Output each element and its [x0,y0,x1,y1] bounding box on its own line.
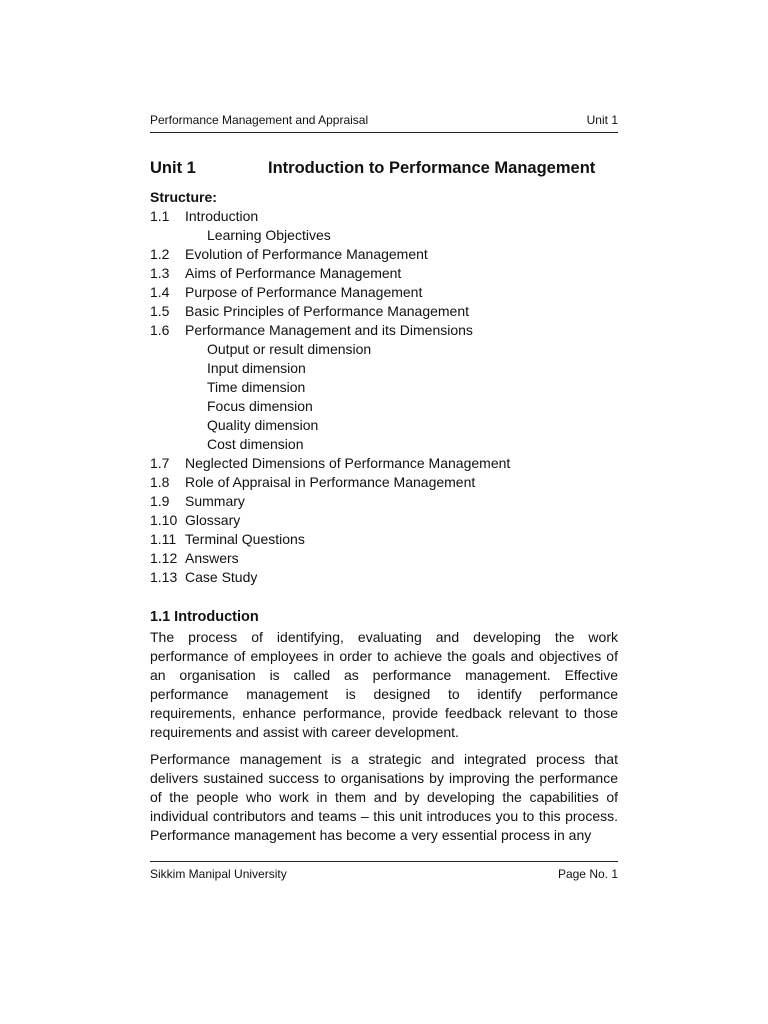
section-heading: 1.1 Introduction [150,609,259,625]
toc-item [150,492,618,511]
running-footer [150,861,618,881]
toc-item [150,207,618,226]
toc-item [150,511,618,530]
toc-item [150,321,618,340]
toc-item [150,568,618,587]
toc-number: 1.13 [150,569,178,585]
toc-text: Terminal Questions [185,531,305,547]
toc-text: Time dimension [207,379,306,395]
toc-subitem [150,340,618,359]
toc-item [150,530,618,549]
toc-subitem [150,359,618,378]
toc-text: Input dimension [207,360,306,376]
toc-item [150,264,618,283]
toc-text: Output or result dimension [207,341,372,357]
toc-subitem [150,378,618,397]
toc-text: Aims of Performance Management [185,265,402,281]
structure-heading: Structure: [150,189,217,205]
toc-text: Performance Management and its Dimensions [185,322,473,338]
toc-item [150,454,618,473]
toc-number: 1.10 [150,512,178,528]
toc-item [150,245,618,264]
toc-text: Glossary [185,512,241,528]
header-unit-label: Unit 1 [586,113,618,127]
toc-number: 1.3 [150,265,170,281]
document-page [150,0,618,1024]
toc-subitem [150,416,618,435]
toc-text: Cost dimension [207,436,304,452]
toc-text: Purpose of Performance Management [185,284,423,300]
toc-text: Summary [185,493,245,509]
header-book-title: Performance Management and Appraisal [150,113,369,127]
toc-number: 1.6 [150,322,170,338]
toc-text: Quality dimension [207,417,319,433]
body-paragraph: Performance management is a strategic and integrated process that delivers sustained success to organisations by improving the performance of the people who work in them and by developing the capabilities of individual contributors and teams – this unit introduces you to this process. Performance management has become a very essential process in any [150,751,618,843]
toc-number: 1.9 [150,493,170,509]
toc-number: 1.2 [150,246,170,262]
toc-text: Basic Principles of Performance Management [185,303,470,319]
toc-subitem [150,226,618,245]
footer-page-number: Page No. 1 [557,867,618,881]
toc-number: 1.7 [150,455,170,471]
toc-text: Answers [185,550,239,566]
toc-text: Introduction [185,208,259,224]
running-header [150,112,618,133]
toc-item [150,473,618,492]
toc-subitem [150,435,618,454]
structure-list [150,207,618,587]
toc-number: 1.1 [150,208,170,224]
unit-name: Introduction to Performance Management [268,159,596,177]
toc-number: 1.12 [150,550,178,566]
toc-text: Focus dimension [207,398,313,414]
toc-number: 1.8 [150,474,170,490]
body-paragraph: The process of identifying, evaluating and developing the work performance of employees in order to achieve the goals and objectives of an organisation is called as performance management. Effective performance management is designed to identify performance requirements, enhance performance, provide feedback relevant to those requirements and assist with career development. [150,629,618,740]
toc-item [150,283,618,302]
toc-number: 1.5 [150,303,170,319]
unit-number: Unit 1 [150,159,196,177]
toc-number: 1.4 [150,284,170,300]
toc-text: Evolution of Performance Management [185,246,428,262]
toc-text: Learning Objectives [207,227,331,243]
toc-item [150,549,618,568]
footer-university: Sikkim Manipal University [150,867,287,881]
toc-text: Role of Appraisal in Performance Management [185,474,476,490]
toc-text: Neglected Dimensions of Performance Management [185,455,511,471]
toc-subitem [150,397,618,416]
toc-item [150,302,618,321]
toc-text: Case Study [185,569,258,585]
toc-number: 1.11 [150,531,177,547]
